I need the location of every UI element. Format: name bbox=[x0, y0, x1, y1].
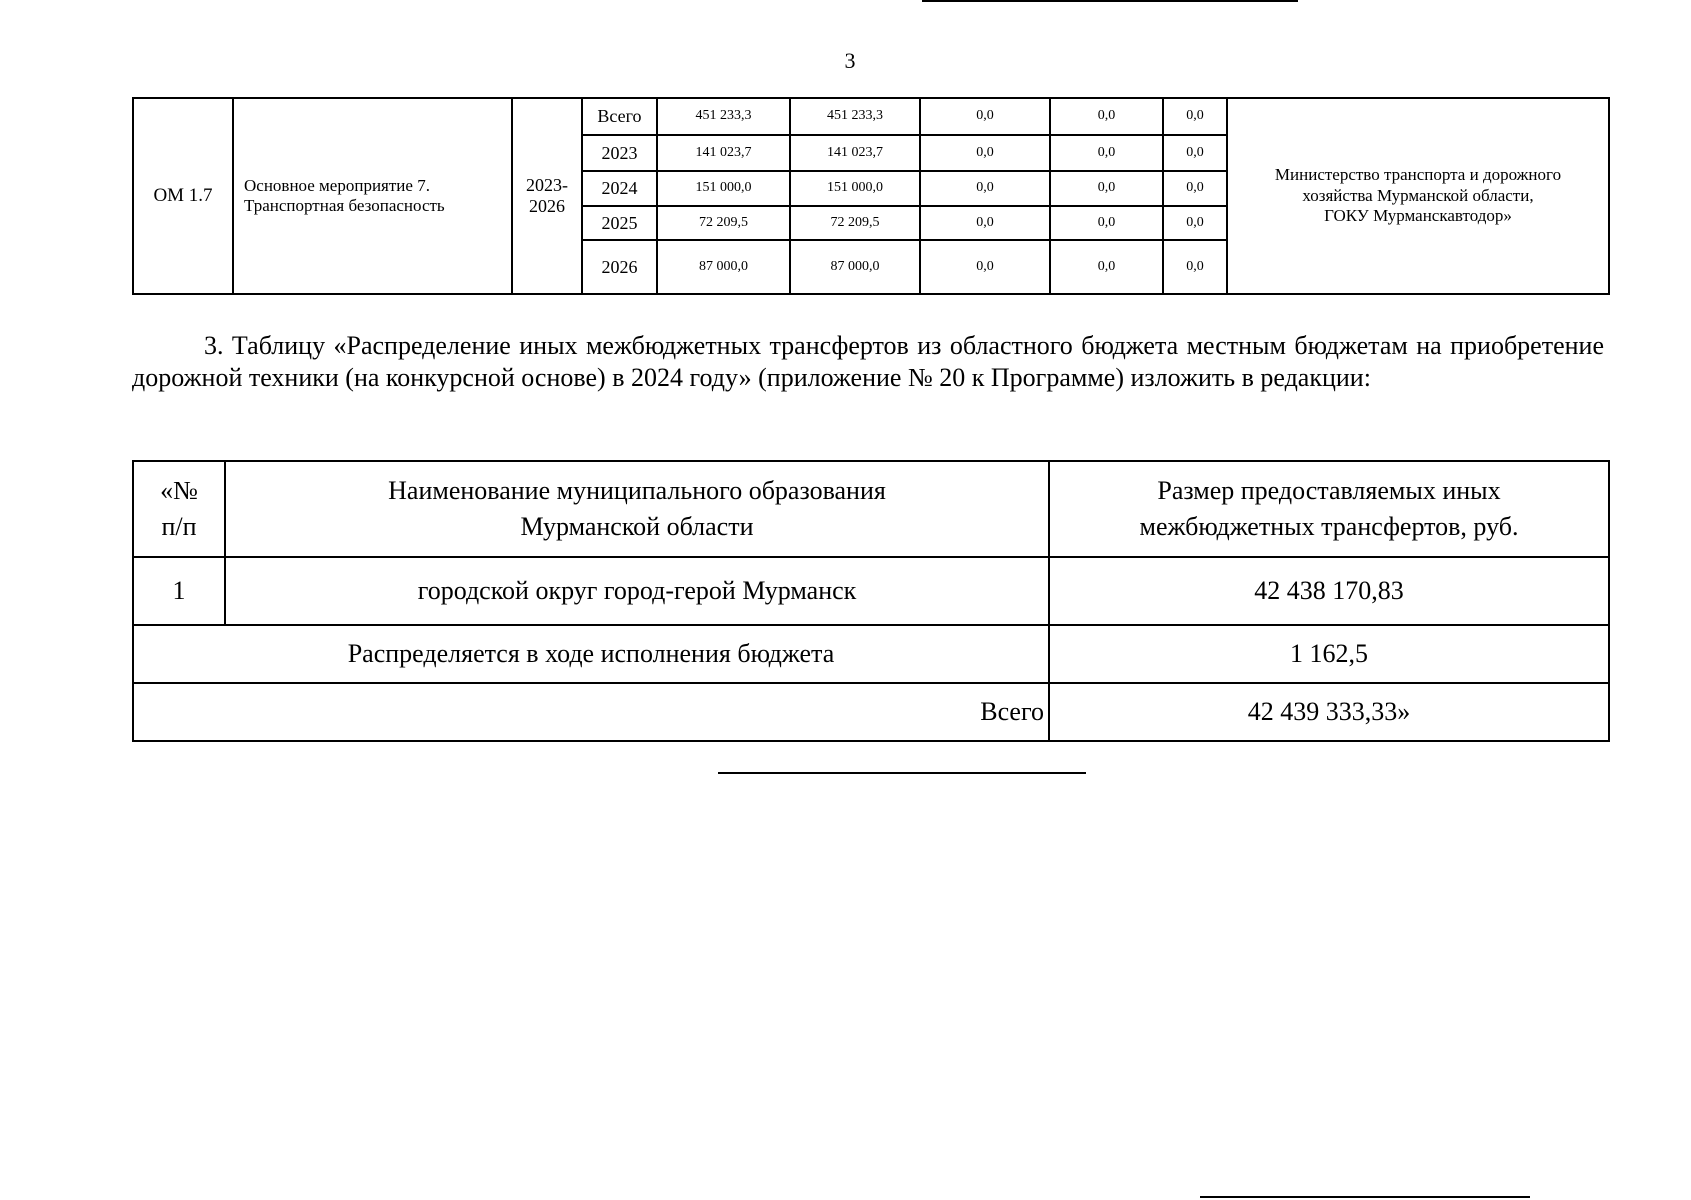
value-cell: 0,0 bbox=[1050, 171, 1163, 206]
header-municipality: Наименование муниципального образования Мурманской области bbox=[225, 461, 1049, 557]
value-cell: 0,0 bbox=[1050, 135, 1163, 171]
row-number: 1 bbox=[133, 557, 225, 625]
year-cell: Всего bbox=[582, 98, 657, 135]
value-cell: 0,0 bbox=[920, 135, 1050, 171]
year-cell: 2023 bbox=[582, 135, 657, 171]
value-cell: 87 000,0 bbox=[790, 240, 920, 294]
value-cell: 0,0 bbox=[1163, 171, 1227, 206]
measure-name: Основное мероприятие 7. Транспортная безопасность bbox=[233, 98, 512, 294]
page-number: 3 bbox=[844, 48, 856, 73]
executor-cell: Министерство транспорта и дорожного хозяйства Мурманской области, ГОКУ Мурманскавтодор» bbox=[1227, 98, 1609, 294]
value-cell: 0,0 bbox=[920, 240, 1050, 294]
amount-cell: 42 438 170,83 bbox=[1049, 557, 1609, 625]
table-row bbox=[133, 98, 1609, 135]
value-cell: 72 209,5 bbox=[790, 206, 920, 240]
value-cell: 451 233,3 bbox=[790, 98, 920, 135]
value-cell: 87 000,0 bbox=[657, 240, 790, 294]
table-header-row bbox=[133, 461, 1609, 557]
table-row bbox=[133, 625, 1609, 683]
value-cell: 0,0 bbox=[1163, 98, 1227, 135]
year-cell: 2026 bbox=[582, 240, 657, 294]
top-divider-line bbox=[922, 0, 1298, 2]
value-cell: 451 233,3 bbox=[657, 98, 790, 135]
value-cell: 141 023,7 bbox=[790, 135, 920, 171]
value-cell: 0,0 bbox=[1050, 240, 1163, 294]
table-row bbox=[133, 557, 1609, 625]
header-number: «№ п/п bbox=[133, 461, 225, 557]
value-cell: 0,0 bbox=[1163, 240, 1227, 294]
end-divider-line bbox=[718, 772, 1086, 774]
value-cell: 151 000,0 bbox=[790, 171, 920, 206]
total-amount: 42 439 333,33» bbox=[1049, 683, 1609, 741]
value-cell: 0,0 bbox=[920, 171, 1050, 206]
value-cell: 0,0 bbox=[1163, 206, 1227, 240]
table-total-row bbox=[133, 683, 1609, 741]
header-amount: Размер предоставляемых иных межбюджетных трансфертов, руб. bbox=[1049, 461, 1609, 557]
measure-period: 2023- 2026 bbox=[512, 98, 582, 294]
footer-line bbox=[1200, 1196, 1530, 1198]
distributed-label: Распределяется в ходе исполнения бюджета bbox=[133, 625, 1049, 683]
value-cell: 0,0 bbox=[920, 206, 1050, 240]
transfers-distribution-table bbox=[132, 460, 1610, 742]
value-cell: 151 000,0 bbox=[657, 171, 790, 206]
amount-cell: 1 162,5 bbox=[1049, 625, 1609, 683]
program-measure-table bbox=[132, 97, 1610, 295]
measure-code: ОМ 1.7 bbox=[133, 98, 233, 294]
value-cell: 0,0 bbox=[1163, 135, 1227, 171]
value-cell: 141 023,7 bbox=[657, 135, 790, 171]
municipality-name: городской округ город-герой Мурманск bbox=[225, 557, 1049, 625]
year-cell: 2024 bbox=[582, 171, 657, 206]
value-cell: 0,0 bbox=[1050, 98, 1163, 135]
value-cell: 0,0 bbox=[1050, 206, 1163, 240]
year-cell: 2025 bbox=[582, 206, 657, 240]
value-cell: 72 209,5 bbox=[657, 206, 790, 240]
amendment-paragraph: 3. Таблицу «Распределение иных межбюджетных трансфертов из областного бюджета местным бюджетам на приобретение дорожной техники (на конкурсной основе) в 2024 году» (приложение № 20 к Программе) изложить в редакции: bbox=[132, 331, 1604, 392]
total-label: Всего bbox=[133, 683, 1049, 741]
value-cell: 0,0 bbox=[920, 98, 1050, 135]
